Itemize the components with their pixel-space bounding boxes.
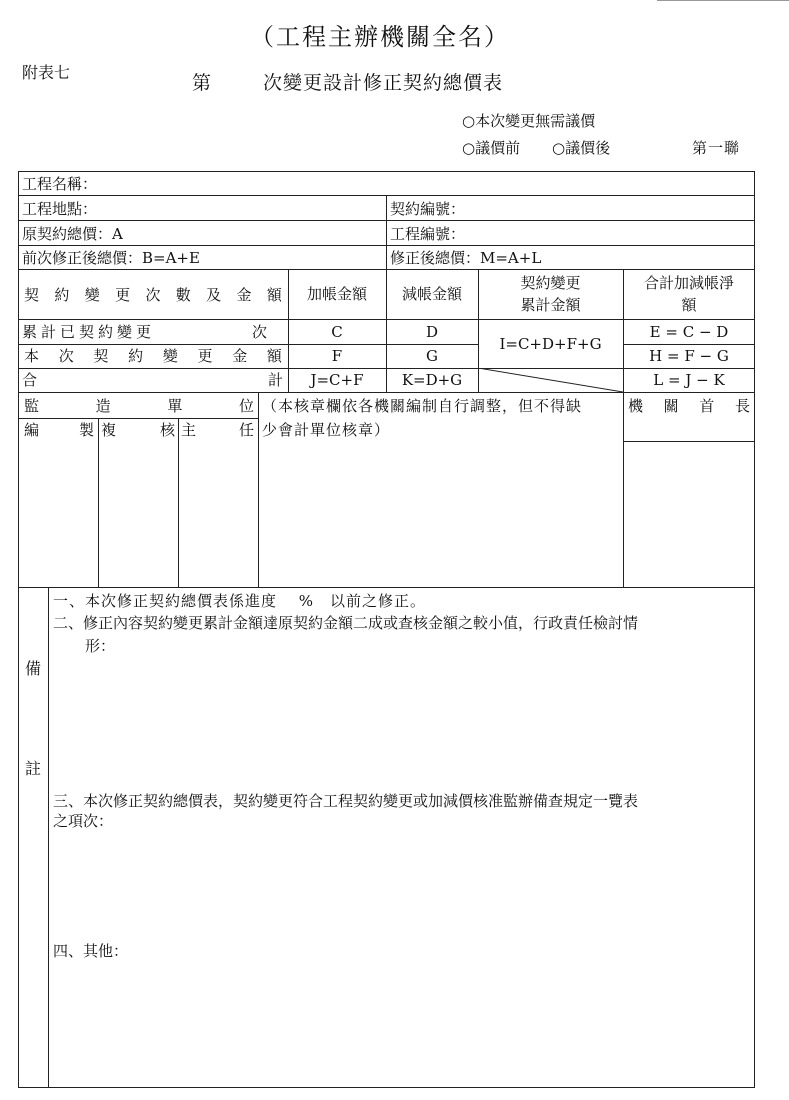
copy-label: 第一聯 xyxy=(692,139,741,157)
appendix-label: 附表七 xyxy=(22,63,71,82)
label-char: 主 xyxy=(181,421,197,439)
cell-h-formula: H = F − G xyxy=(649,347,729,365)
net-header xyxy=(623,269,755,319)
remark-item-3-line1: 三、本次修正契約總價表，契約變更符合工程契約變更或加減價核准監辦備查規定一覽表 xyxy=(53,792,639,810)
remark-item-4: 四、其他： xyxy=(53,942,129,960)
label-char: 更 xyxy=(115,286,131,304)
agency-head-label xyxy=(628,397,750,415)
remark-item-4-entry[interactable] xyxy=(53,965,751,1083)
doc-prefix: 第 xyxy=(192,72,212,94)
option-before-negotiation[interactable]: ○議價前 xyxy=(462,139,521,157)
amount-label-header xyxy=(24,286,282,304)
increase-header: 加帳金額 xyxy=(306,285,367,303)
cumulative-row-suffix: 次 xyxy=(252,323,268,341)
label-char: 約 xyxy=(54,286,70,304)
label-char: 關 xyxy=(663,397,679,415)
original-total-label: 原契約總價：A xyxy=(22,225,123,243)
label-char: 機 xyxy=(628,397,644,415)
cumulative-header-line1: 契約變更 xyxy=(520,274,581,292)
agency-stamp-area[interactable] xyxy=(258,441,623,587)
label-char: 變 xyxy=(162,347,178,365)
label-char: 契 xyxy=(93,347,109,365)
cell-f: F xyxy=(331,347,343,365)
table-rule xyxy=(18,587,755,588)
remarks-label-2: 註 xyxy=(25,759,42,778)
total-row-label-left: 合 xyxy=(22,371,38,389)
label-char: 數 xyxy=(175,286,191,304)
cell-jcf: J=C+F xyxy=(310,371,364,389)
project-no-label: 工程編號： xyxy=(390,225,466,243)
label-char: 金 xyxy=(236,286,252,304)
agency-head-signature-box[interactable] xyxy=(623,441,755,587)
net-header-line2: 額 xyxy=(681,296,697,314)
label-char: 約 xyxy=(128,347,144,365)
label-char: 金 xyxy=(232,347,248,365)
cell-g: G xyxy=(426,347,438,365)
table-rule xyxy=(48,587,49,1088)
label-char: 核 xyxy=(159,421,175,439)
signature-note-line2: 少會計單位核章） xyxy=(262,421,391,439)
project-location-label: 工程地點： xyxy=(22,200,98,218)
supervising-unit-label xyxy=(24,397,254,415)
table-rule xyxy=(386,195,387,269)
signature-note-line1: （本核章欄依各機關編制自行調整，但不得缺 xyxy=(262,397,583,415)
label-char: 位 xyxy=(238,397,254,415)
top-corner-line xyxy=(657,0,789,1)
table-rule xyxy=(18,392,755,393)
cumulative-header-line2: 累計金額 xyxy=(520,296,581,314)
cell-kdg: K=D+G xyxy=(401,371,463,389)
prev-total-label: 前次修正後總價：B=A+E xyxy=(22,249,200,267)
label-char: 複 xyxy=(101,421,117,439)
label-char: 變 xyxy=(84,286,100,304)
option-after-negotiation[interactable]: ○議價後 xyxy=(552,139,611,157)
label-char: 及 xyxy=(206,286,222,304)
label-char: 本 xyxy=(24,347,40,365)
label-char: 監 xyxy=(24,397,40,415)
remark-item-2-line1: 二、修正內容契約變更累計金額達原契約金額二成或查核金額之較小值，行政責任檢討情 xyxy=(53,614,639,632)
label-char: 次 xyxy=(145,286,161,304)
total-row-label-right: 計 xyxy=(268,371,284,389)
label-char: 任 xyxy=(238,421,254,439)
label-char: 單 xyxy=(167,397,183,415)
cumulative-row-label: 累計已契約變更 xyxy=(22,323,156,341)
cumulative-header xyxy=(478,269,623,319)
option-no-negotiation[interactable]: ○本次變更無需議價 xyxy=(462,112,596,130)
cell-d: D xyxy=(425,322,439,341)
remark-item-1: 一、本次修正契約總價表係進度 % 以前之修正。 xyxy=(53,592,427,610)
cell-c: C xyxy=(331,322,343,341)
new-total-label: 修正後總價：M=A+L xyxy=(390,249,542,267)
prepared-label xyxy=(24,421,94,439)
label-char: 更 xyxy=(197,347,213,365)
project-name-label: 工程名稱： xyxy=(22,175,98,193)
contract-no-label: 契約編號： xyxy=(390,200,466,218)
remark-item-3-entry[interactable] xyxy=(53,835,751,935)
remark-item-2-entry[interactable] xyxy=(53,660,751,785)
net-header-line1: 合計加減帳淨 xyxy=(643,274,734,292)
label-char: 製 xyxy=(78,421,94,439)
label-char: 次 xyxy=(58,347,74,365)
blank-cell-diagonal xyxy=(478,368,623,392)
reviewed-label xyxy=(101,421,175,439)
label-char: 額 xyxy=(266,347,282,365)
cell-e-formula: E = C − D xyxy=(649,322,729,341)
decrease-header: 減帳金額 xyxy=(401,285,462,303)
chief-signature-box[interactable] xyxy=(178,441,258,587)
label-char: 編 xyxy=(24,421,40,439)
doc-title: 次變更設計修正契約總價表 xyxy=(263,72,504,94)
reviewed-signature-box[interactable] xyxy=(98,441,178,587)
current-row-label xyxy=(24,347,282,365)
remarks-label-1: 備 xyxy=(25,659,42,678)
agency-name: （工程主辦機關全名） xyxy=(250,23,510,51)
cell-l-formula: L = J − K xyxy=(653,371,725,389)
label-char: 造 xyxy=(95,397,111,415)
label-char: 契 xyxy=(24,286,40,304)
label-char: 首 xyxy=(699,397,715,415)
chief-label xyxy=(181,421,254,439)
label-char: 長 xyxy=(734,397,750,415)
remark-item-2-line2: 形： xyxy=(85,637,116,655)
remark-item-3-line2: 之項次： xyxy=(53,812,114,830)
cell-i-formula: I=C+D+F+G xyxy=(499,334,602,353)
table-rule xyxy=(18,418,258,419)
prepared-signature-box[interactable] xyxy=(18,441,98,587)
label-char: 額 xyxy=(266,286,282,304)
